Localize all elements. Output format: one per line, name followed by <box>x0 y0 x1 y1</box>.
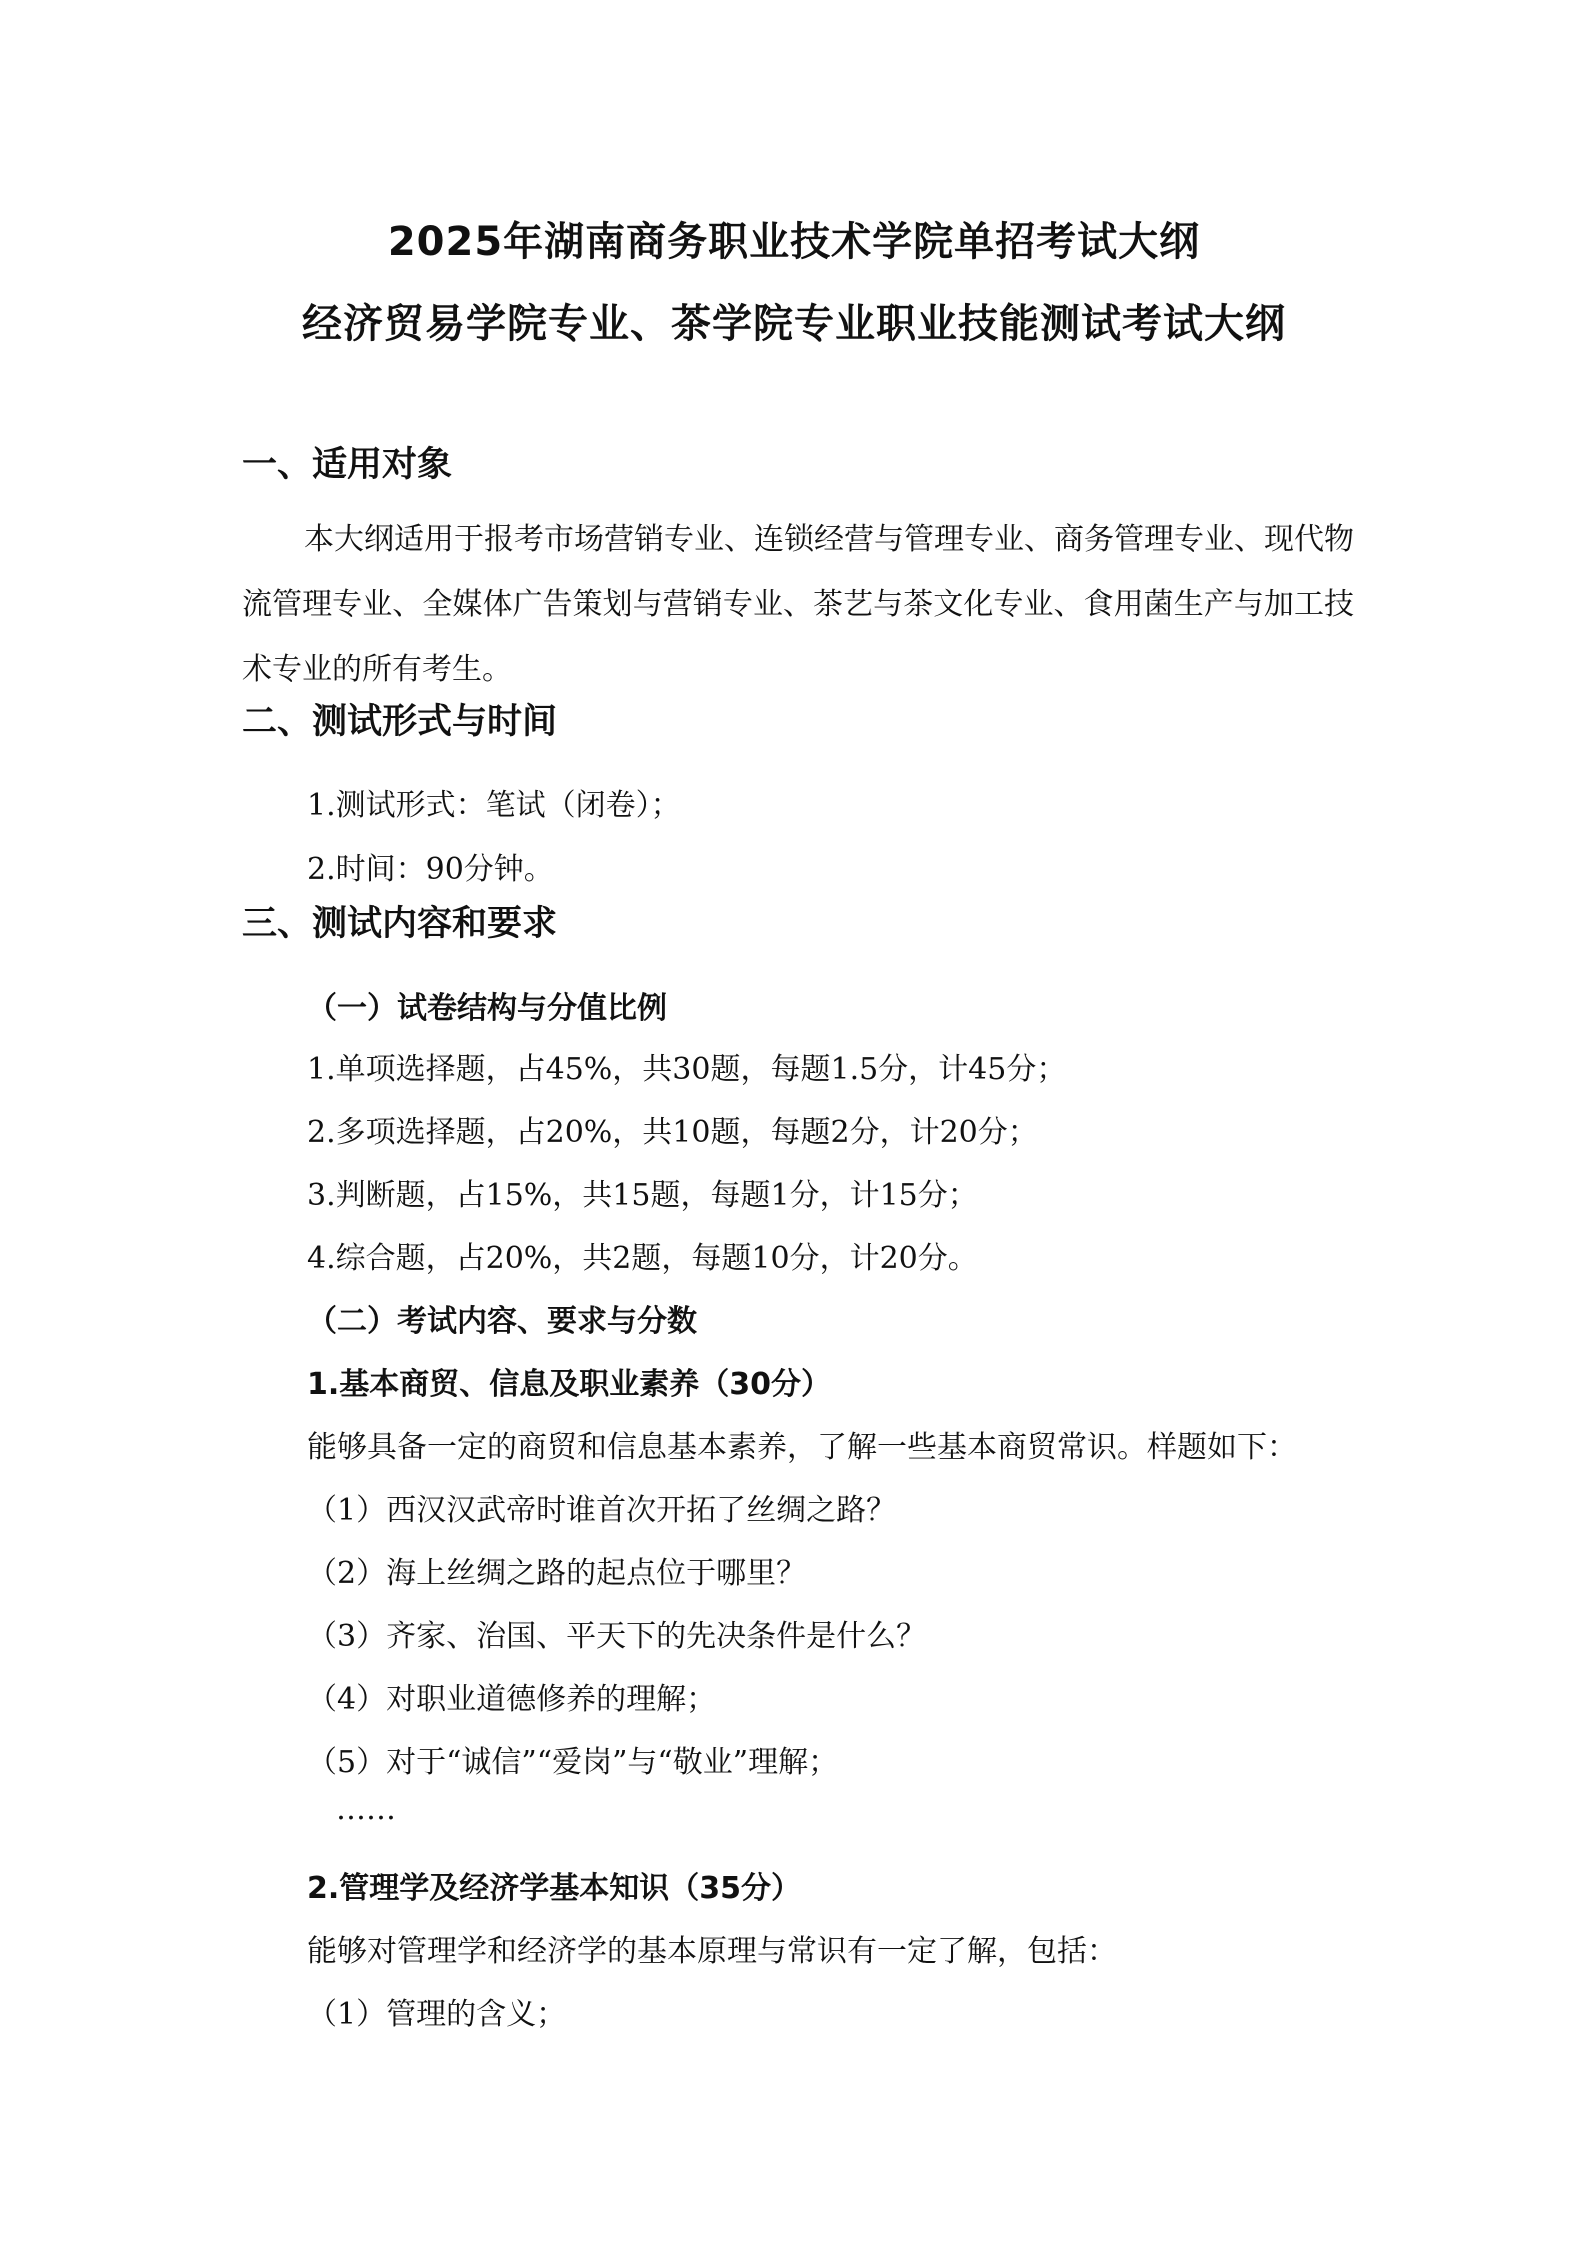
document-title: 2025年湖南商务职业技术学院单招考试大纲 <box>387 219 1201 265</box>
ellipsis: …… <box>336 1792 396 1827</box>
sample-question-3: （3）齐家、治国、平天下的先决条件是什么？ <box>307 1619 927 1654</box>
section-1-paragraph: 本大纲适用于报考市场营销专业、连锁经营与管理专业、商务管理专业、现代物流管理专业、全媒体广告策划与营销专业、茶艺与茶文化专业、食用菌生产与加工技术专业的所有考生。 <box>242 522 1354 687</box>
part-2-intro: 能够对管理学和经济学的基本原理与常识有一定了解，包括： <box>307 1934 1117 1969</box>
part-2-heading: 2.管理学及经济学基本知识（35分） <box>307 1871 802 1906</box>
section-2-item-1: 1.测试形式：笔试（闭卷）； <box>307 788 681 823</box>
document-subtitle: 经济贸易学院专业、茶学院专业职业技能测试考试大纲 <box>302 301 1286 347</box>
sample-question-1: （1）西汉汉武帝时谁首次开拓了丝绸之路？ <box>307 1493 897 1528</box>
subsection-2-heading: （二）考试内容、要求与分数 <box>307 1304 697 1339</box>
sample-question-2: （2）海上丝绸之路的起点位于哪里？ <box>307 1556 807 1591</box>
score-item-4: 4.综合题，占20%，共2题，每题10分，计20分。 <box>307 1241 978 1276</box>
section-2-heading: 二、测试形式与时间 <box>242 702 558 742</box>
score-item-1: 1.单项选择题，占45%，共30题，每题1.5分，计45分； <box>307 1052 1067 1087</box>
section-1-heading: 一、适用对象 <box>242 445 453 485</box>
subsection-1-heading: （一）试卷结构与分值比例 <box>307 991 667 1026</box>
part-2-item-1: （1）管理的含义； <box>307 1997 567 2032</box>
sample-question-4: （4）对职业道德修养的理解； <box>307 1682 717 1717</box>
score-item-2: 2.多项选择题，占20%，共10题，每题2分，计20分； <box>307 1115 1038 1150</box>
score-item-3: 3.判断题，占15%，共15题，每题1分，计15分； <box>307 1178 978 1213</box>
section-3-heading: 三、测试内容和要求 <box>242 904 558 944</box>
part-1-intro: 能够具备一定的商贸和信息基本素养，了解一些基本商贸常识。样题如下： <box>307 1430 1297 1465</box>
section-2-item-2: 2.时间：90分钟。 <box>307 852 554 887</box>
part-1-heading: 1.基本商贸、信息及职业素养（30分） <box>307 1367 832 1402</box>
sample-question-5: （5）对于“诚信”“爱岗”与“敬业”理解； <box>307 1745 839 1780</box>
